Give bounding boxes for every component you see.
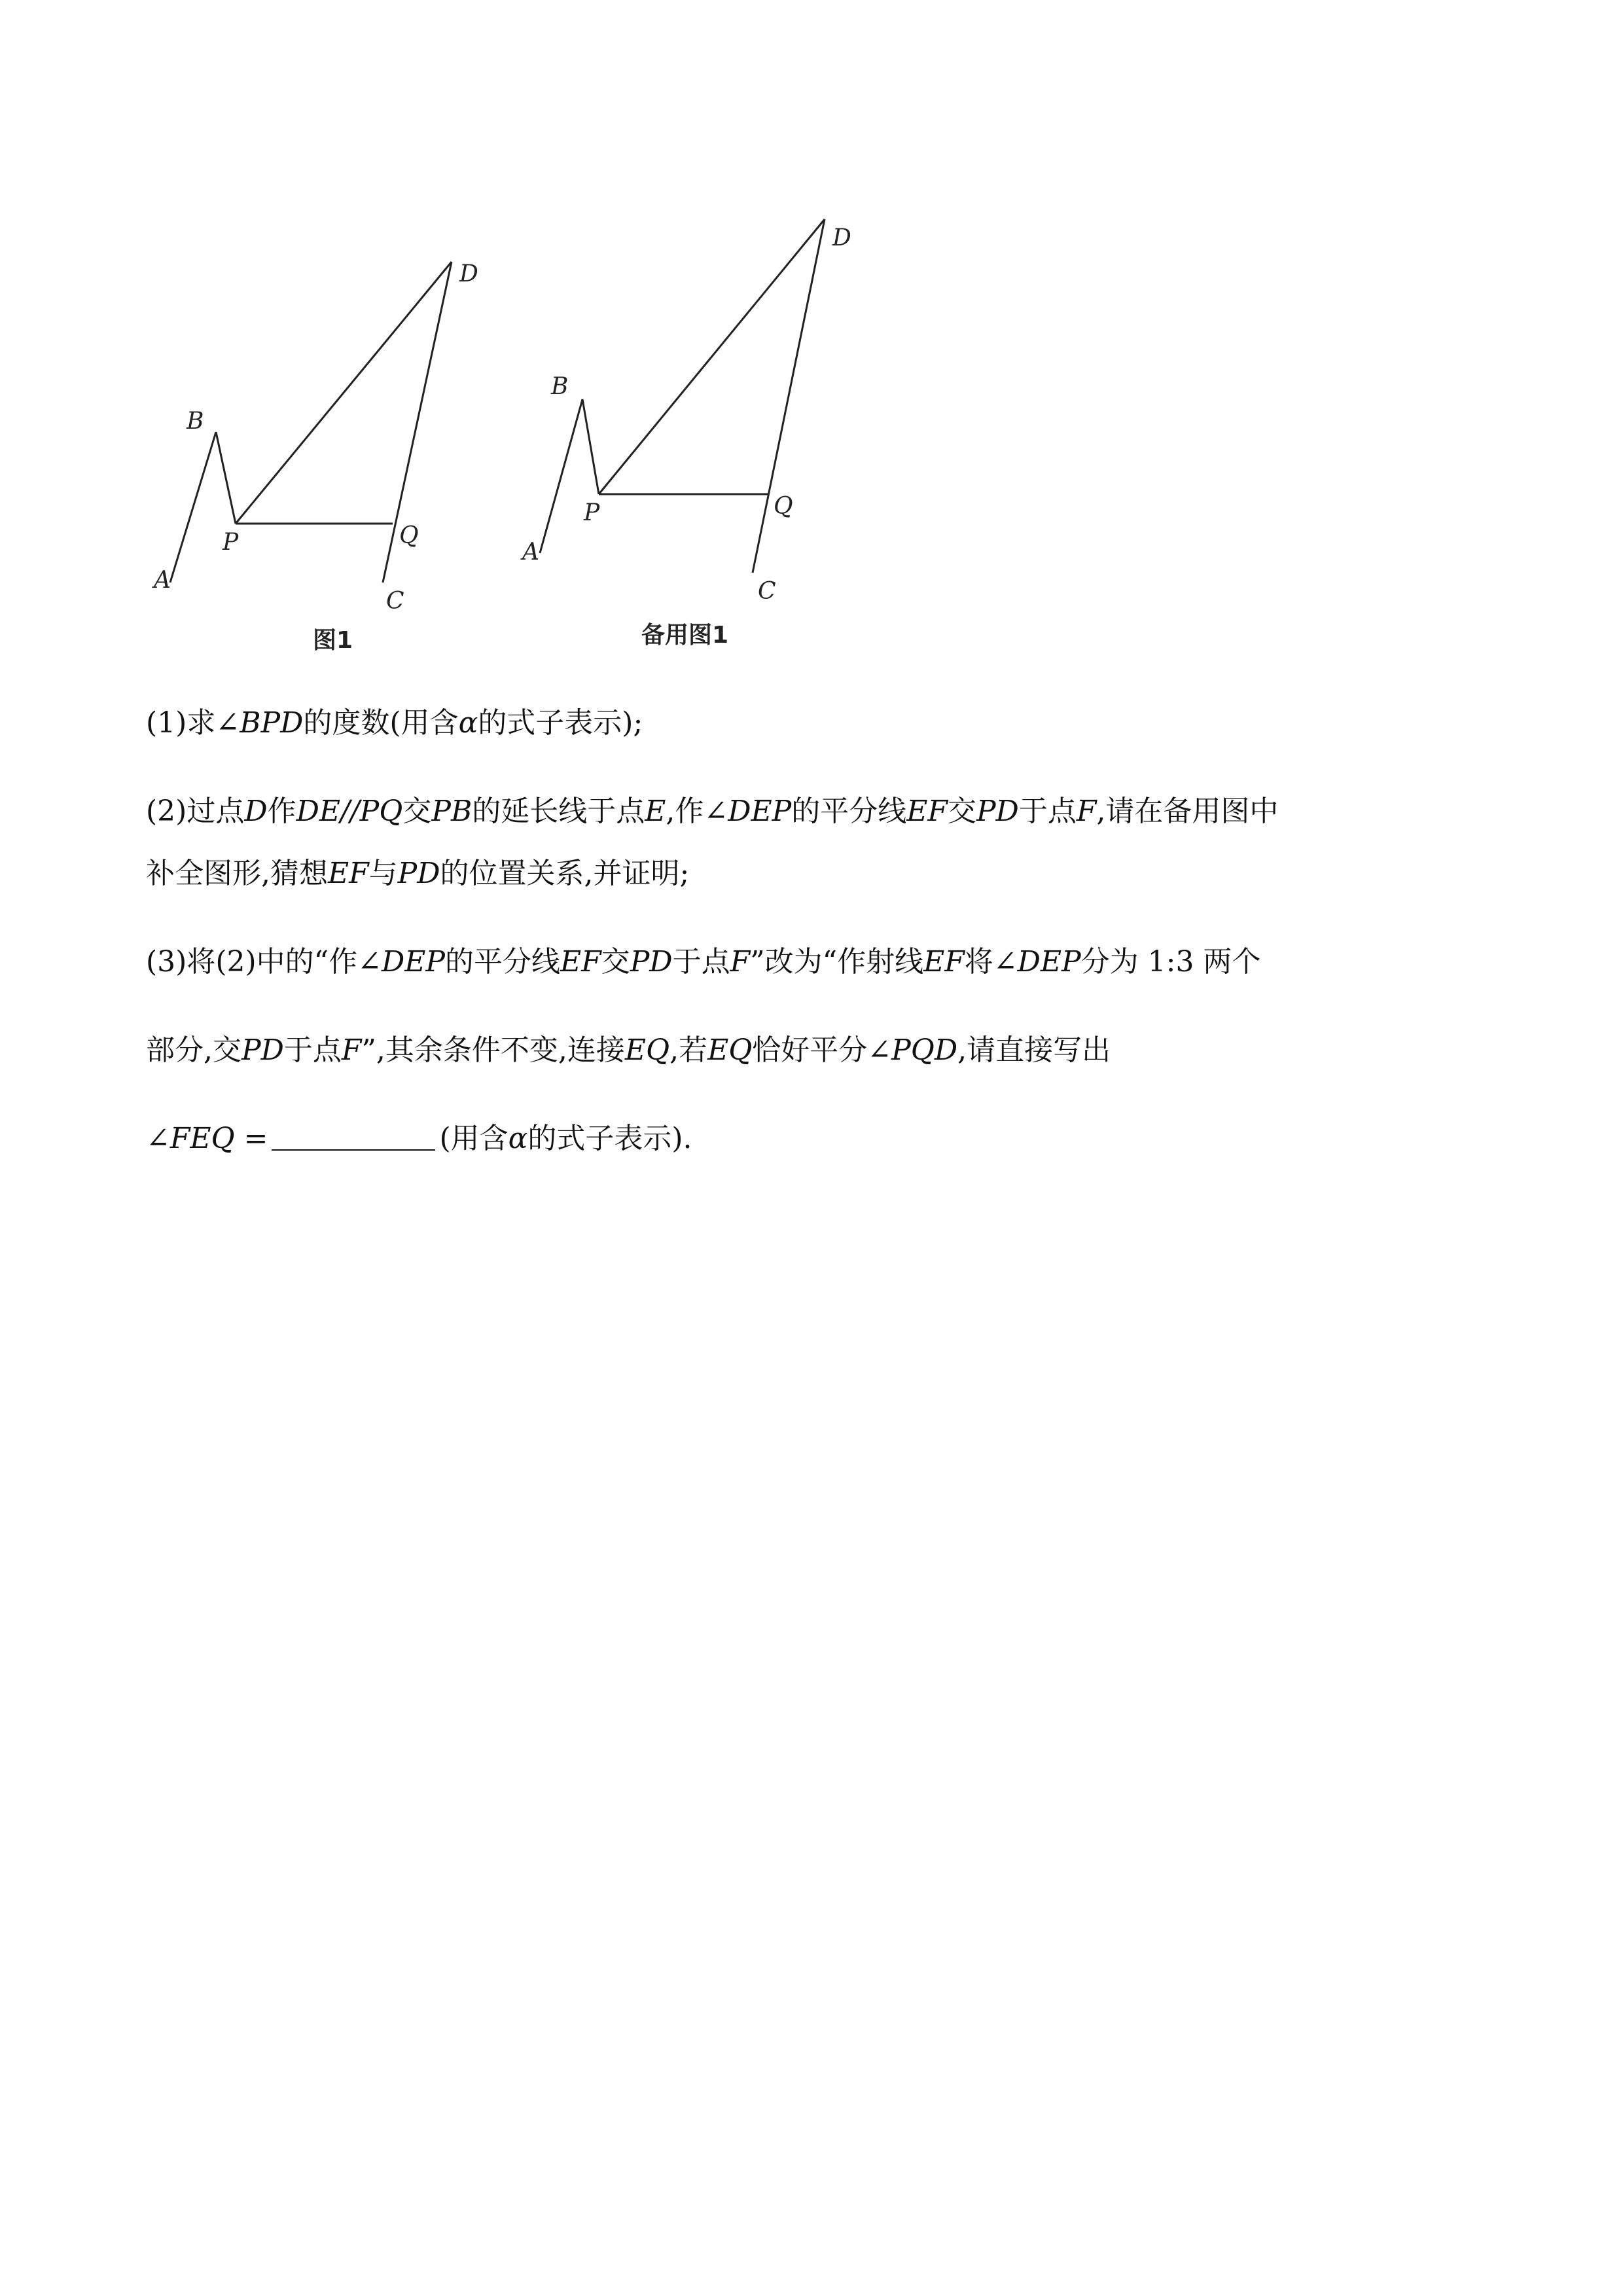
question-3-line-3: ∠FEQ = (用含α的式子表示).: [146, 1122, 692, 1155]
segment-pd: [599, 219, 825, 494]
label-d: D: [459, 260, 478, 287]
label-b: B: [187, 408, 204, 435]
segment-bp: [582, 399, 599, 494]
figure-1-caption: 图1: [313, 627, 353, 654]
label-c: C: [758, 578, 776, 605]
question-3-line-2: 部分,交PD于点F”,其余条件不变,连接EQ,若EQ恰好平分∠PQD,请直接写出: [146, 1033, 1111, 1067]
label-d: D: [832, 224, 851, 251]
figure-2-diagram: [510, 203, 877, 661]
label-p: P: [584, 499, 600, 526]
question-2-line-2: 补全图形,猜想EF与PD的位置关系,并证明;: [146, 857, 690, 890]
question-3-line-1: (3)将(2)中的“作∠DEP的平分线EF交PD于点F”改为“作射线EF将∠DEP分为 1:3 两个: [146, 945, 1261, 978]
question-2-line-1: (2)过点D作DE//PQ交PB的延长线于点E,作∠DEP的平分线EF交PD于点F,请在备用图中: [146, 795, 1279, 828]
figure-1: [144, 242, 478, 668]
label-a: A: [154, 567, 171, 594]
segment-ab: [170, 432, 216, 583]
segment-pd: [236, 262, 452, 524]
figure-2-caption: 备用图1: [641, 622, 729, 649]
label-c: C: [386, 588, 404, 615]
segment-dc: [753, 219, 825, 573]
figure-2: [510, 203, 877, 661]
label-p: P: [223, 529, 239, 556]
segment-bp: [216, 432, 236, 524]
segment-ab: [540, 399, 582, 553]
question-1: (1)求∠BPD的度数(用含α的式子表示);: [146, 706, 643, 740]
label-b: B: [551, 373, 569, 400]
label-a: A: [522, 539, 539, 565]
figure-1-diagram: [144, 242, 478, 668]
label-q: Q: [399, 522, 419, 549]
answer-blank[interactable]: [272, 1121, 435, 1151]
label-q: Q: [774, 493, 793, 520]
